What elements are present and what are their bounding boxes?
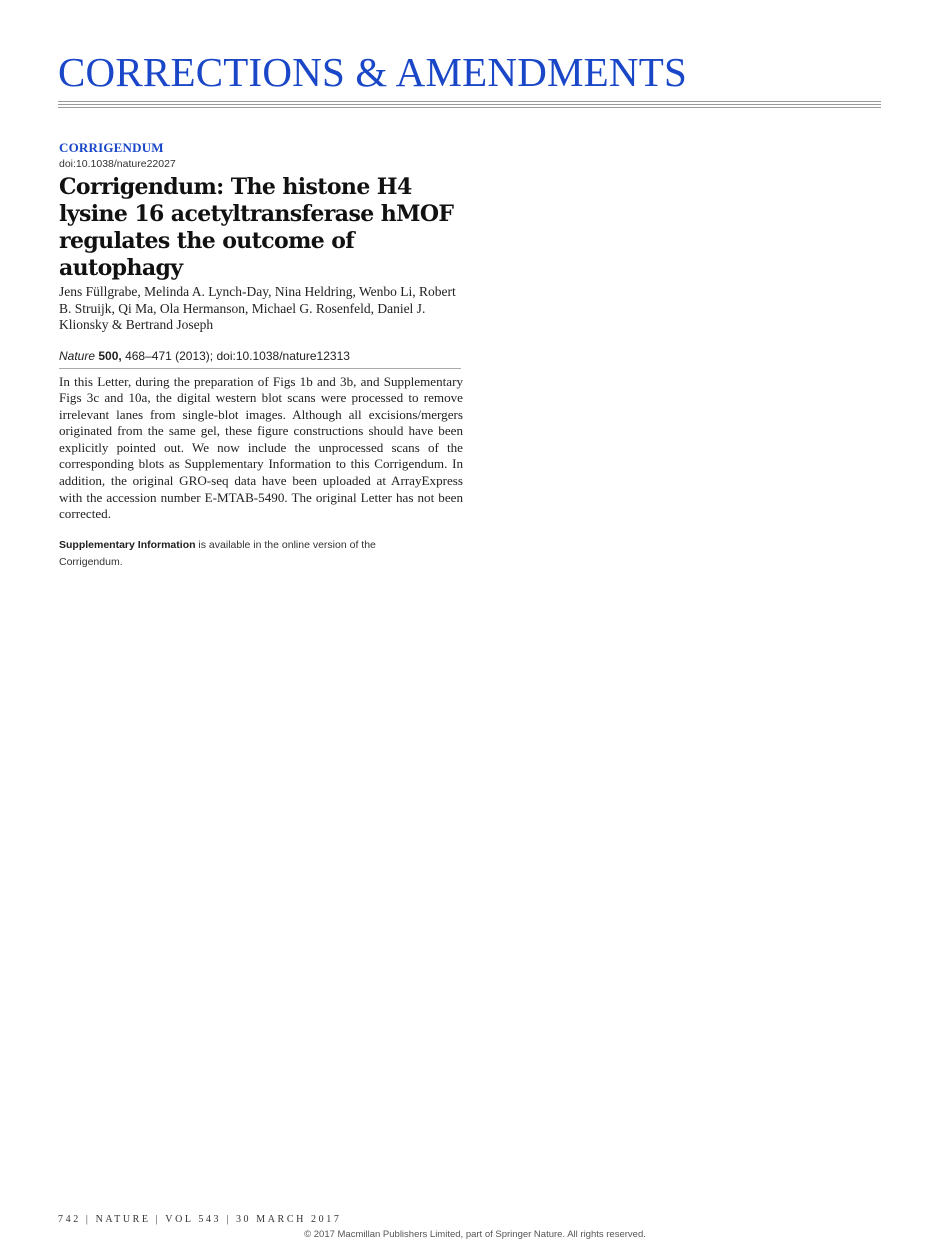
citation-details: 468–471 (2013); doi:10.1038/nature12313: [121, 348, 350, 363]
original-citation: [59, 349, 461, 369]
article: [59, 140, 463, 571]
header-rule: [58, 101, 881, 102]
header-rule: [58, 104, 881, 105]
article-label: CORRIGENDUM: [59, 140, 164, 155]
article-doi[interactable]: doi:10.1038/nature22027: [59, 158, 176, 170]
article-title: Corrigendum: The histone H4 lysine 16 acetyltransferase hMOF regulates the outcome of autophagy: [59, 174, 454, 281]
supplementary-label[interactable]: Supplementary Information: [59, 538, 196, 551]
section-header-title: CORRECTIONS & AMENDMENTS: [58, 49, 687, 95]
copyright-notice: © 2017 Macmillan Publishers Limited, part of Springer Nature. All rights reserved.: [304, 1229, 646, 1240]
article-authors: Jens Füllgrabe, Melinda A. Lynch-Day, Nina Heldring, Wenbo Li, Robert B. Struijk, Qi Ma, Ola Hermanson, Michael G. Rosenfeld, Daniel J. Klionsky & Bertrand Joseph: [59, 284, 456, 332]
citation-volume: 500,: [98, 348, 122, 363]
page-footer-info: 742 | NATURE | VOL 543 | 30 MARCH 2017: [58, 1214, 342, 1225]
supplementary-note: [59, 537, 419, 571]
supplementary-text: is available in the online version of the Corrigendum.: [59, 538, 376, 568]
header-rule: [58, 107, 881, 108]
citation-journal: Nature: [59, 348, 96, 363]
header-rule-lines: [58, 101, 881, 111]
article-body: In this Letter, during the preparation of Figs 1b and 3b, and Supplementary Figs 3c and 10a, the digital western blot scans were processed to remove irrelevant lanes from single-blot images. Although all excisions/mergers originated from the same gel, these figure constructions should have been explicitly pointed out. We now include the unprocessed scans of the corresponding blots as Supplementary Information to this Corrigendum. In addition, the original GRO-seq data have been uploaded at ArrayExpress with the accession number E-MTAB-5490. The original Letter has not been corrected.: [59, 373, 463, 522]
